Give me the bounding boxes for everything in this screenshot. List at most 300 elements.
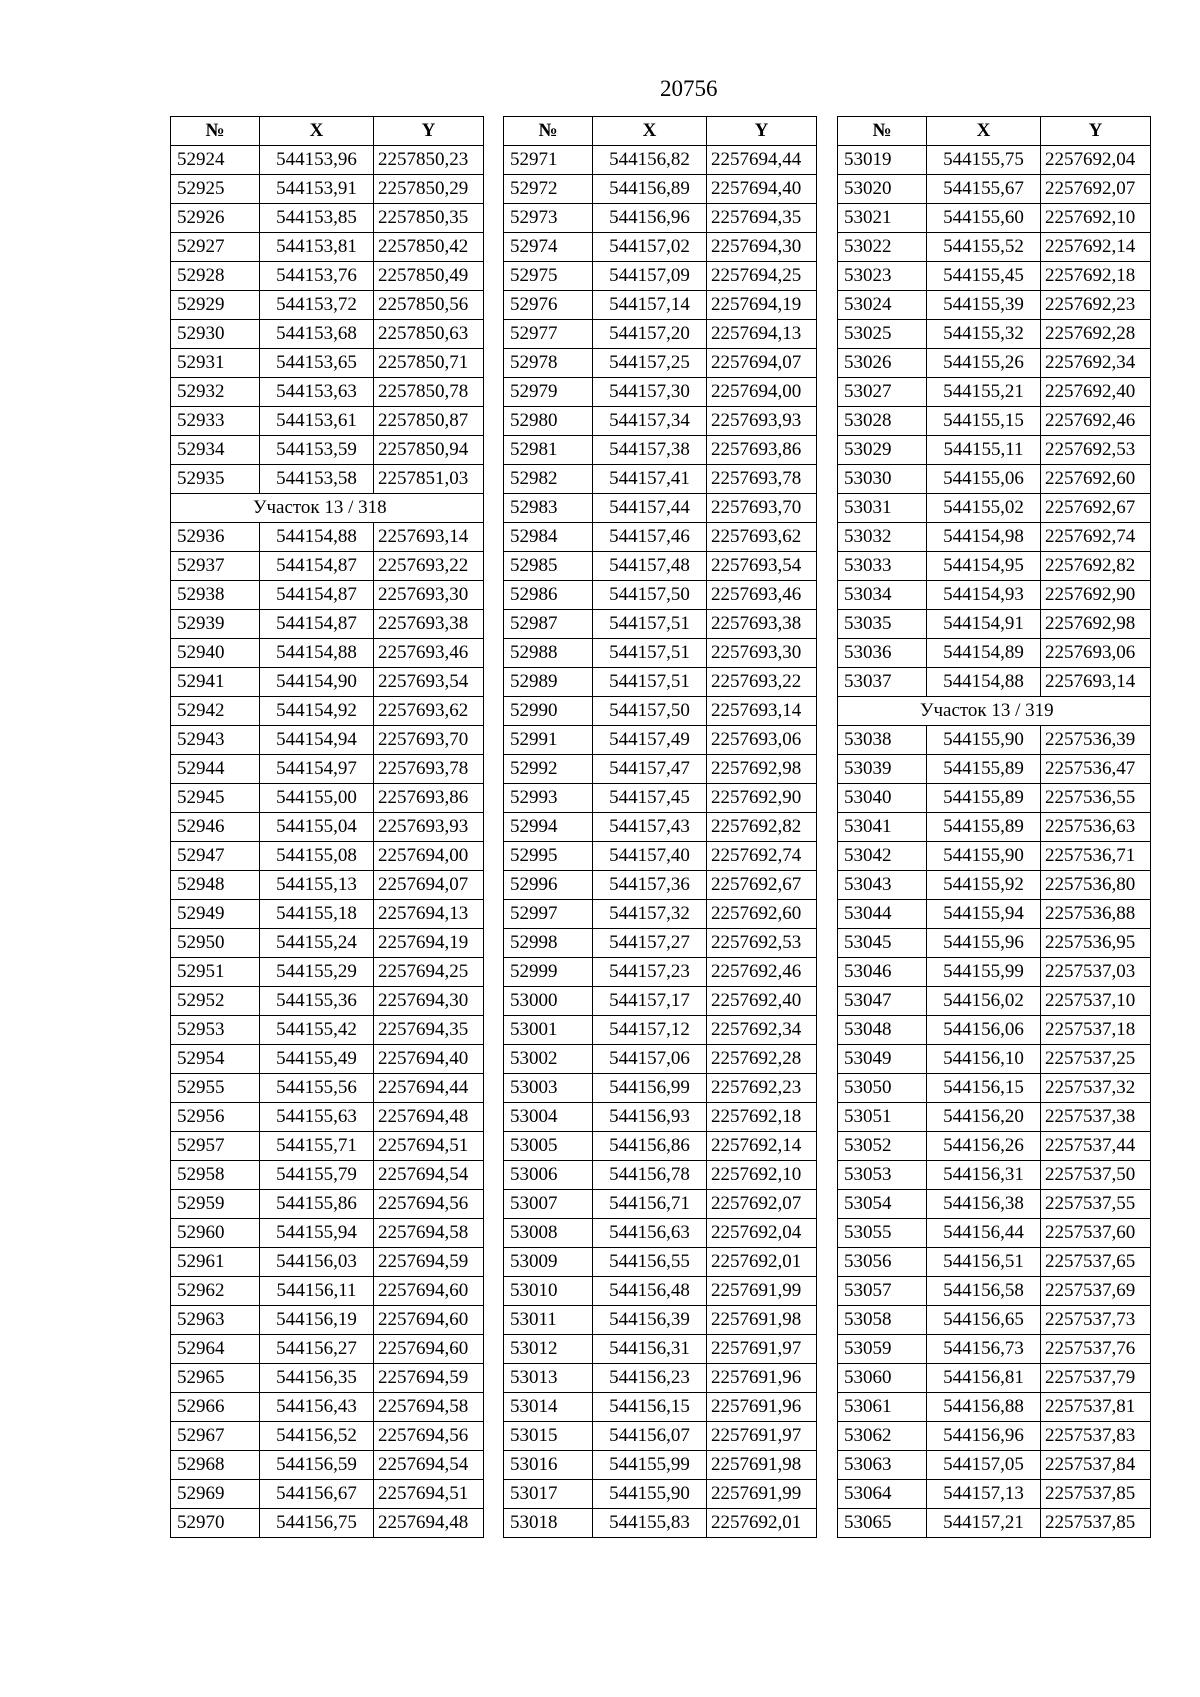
point-number-cell: 53016 xyxy=(504,1451,593,1480)
x-coordinate-cell: 544156,10 xyxy=(927,1045,1041,1074)
y-coordinate-cell: 2257537,79 xyxy=(1041,1364,1151,1393)
table-row xyxy=(171,668,484,697)
point-number-cell: 53065 xyxy=(838,1509,927,1538)
point-number-cell: 53059 xyxy=(838,1335,927,1364)
y-coordinate-cell: 2257692,01 xyxy=(707,1509,817,1538)
point-number-cell: 53031 xyxy=(838,494,927,523)
x-coordinate-cell: 544156,02 xyxy=(927,987,1041,1016)
y-coordinate-cell: 2257692,46 xyxy=(707,958,817,987)
y-coordinate-cell: 2257694,56 xyxy=(374,1422,484,1451)
y-coordinate-cell: 2257693,06 xyxy=(707,726,817,755)
point-number-cell: 53039 xyxy=(838,755,927,784)
x-coordinate-cell: 544153,72 xyxy=(260,291,374,320)
header-row xyxy=(504,117,817,146)
x-coordinate-cell: 544155,83 xyxy=(593,1509,707,1538)
y-coordinate-cell: 2257694,13 xyxy=(707,320,817,349)
table-row xyxy=(838,1422,1151,1451)
x-coordinate-cell: 544153,68 xyxy=(260,320,374,349)
point-number-cell: 53044 xyxy=(838,900,927,929)
point-number-cell: 53032 xyxy=(838,523,927,552)
x-coordinate-cell: 544157,45 xyxy=(593,784,707,813)
table-row xyxy=(838,494,1151,523)
y-coordinate-cell: 2257850,94 xyxy=(374,436,484,465)
x-coordinate-cell: 544155,89 xyxy=(927,755,1041,784)
table-row xyxy=(171,320,484,349)
table-row xyxy=(838,610,1151,639)
x-coordinate-cell: 544157,46 xyxy=(593,523,707,552)
point-number-cell: 53041 xyxy=(838,813,927,842)
table-row xyxy=(838,1161,1151,1190)
point-number-cell: 52953 xyxy=(171,1016,260,1045)
point-number-cell: 53062 xyxy=(838,1422,927,1451)
x-coordinate-cell: 544154,95 xyxy=(927,552,1041,581)
table-row xyxy=(838,581,1151,610)
point-number-cell: 52929 xyxy=(171,291,260,320)
table-row xyxy=(171,987,484,1016)
y-coordinate-cell: 2257692,40 xyxy=(1041,378,1151,407)
x-coordinate-cell: 544157,06 xyxy=(593,1045,707,1074)
y-coordinate-cell: 2257694,48 xyxy=(374,1103,484,1132)
x-coordinate-cell: 544156,20 xyxy=(927,1103,1041,1132)
table-row xyxy=(504,552,817,581)
x-coordinate-cell: 544155,71 xyxy=(260,1132,374,1161)
table-row xyxy=(838,784,1151,813)
point-number-cell: 52954 xyxy=(171,1045,260,1074)
y-coordinate-cell: 2257537,50 xyxy=(1041,1161,1151,1190)
y-coordinate-cell: 2257694,19 xyxy=(374,929,484,958)
point-number-cell: 53063 xyxy=(838,1451,927,1480)
point-number-cell: 52985 xyxy=(504,552,593,581)
section-row xyxy=(838,697,1151,726)
point-number-cell: 53013 xyxy=(504,1364,593,1393)
y-coordinate-cell: 2257693,06 xyxy=(1041,639,1151,668)
y-coordinate-cell: 2257536,80 xyxy=(1041,871,1151,900)
point-number-cell: 52927 xyxy=(171,233,260,262)
point-number-cell: 52955 xyxy=(171,1074,260,1103)
coordinates-table-3 xyxy=(837,116,1151,1538)
x-coordinate-cell: 544155,02 xyxy=(927,494,1041,523)
y-coordinate-cell: 2257693,14 xyxy=(707,697,817,726)
table-row xyxy=(504,1219,817,1248)
table-row xyxy=(171,262,484,291)
y-coordinate-cell: 2257694,00 xyxy=(707,378,817,407)
point-number-cell: 53012 xyxy=(504,1335,593,1364)
point-number-cell: 52978 xyxy=(504,349,593,378)
table-row xyxy=(838,668,1151,697)
point-number-cell: 52993 xyxy=(504,784,593,813)
y-coordinate-cell: 2257850,71 xyxy=(374,349,484,378)
x-coordinate-cell: 544157,36 xyxy=(593,871,707,900)
section-row xyxy=(171,494,484,523)
y-coordinate-cell: 2257691,96 xyxy=(707,1364,817,1393)
point-number-cell: 52968 xyxy=(171,1451,260,1480)
table-row xyxy=(838,1364,1151,1393)
point-number-cell: 52983 xyxy=(504,494,593,523)
table-row xyxy=(171,639,484,668)
x-coordinate-cell: 544155,90 xyxy=(593,1480,707,1509)
y-coordinate-cell: 2257692,53 xyxy=(1041,436,1151,465)
table-row xyxy=(838,407,1151,436)
table-row xyxy=(838,1045,1151,1074)
x-coordinate-cell: 544157,50 xyxy=(593,581,707,610)
table-row xyxy=(504,987,817,1016)
point-number-cell: 53048 xyxy=(838,1016,927,1045)
header-row xyxy=(838,117,1151,146)
point-number-cell: 52957 xyxy=(171,1132,260,1161)
y-coordinate-cell: 2257692,04 xyxy=(1041,146,1151,175)
point-number-cell: 52961 xyxy=(171,1248,260,1277)
table-row xyxy=(838,813,1151,842)
y-coordinate-cell: 2257694,44 xyxy=(707,146,817,175)
x-coordinate-cell: 544154,93 xyxy=(927,581,1041,610)
x-coordinate-cell: 544157,05 xyxy=(927,1451,1041,1480)
x-coordinate-cell: 544156,86 xyxy=(593,1132,707,1161)
point-number-cell: 53046 xyxy=(838,958,927,987)
point-number-cell: 52925 xyxy=(171,175,260,204)
point-number-cell: 53061 xyxy=(838,1393,927,1422)
x-coordinate-cell: 544155,89 xyxy=(927,784,1041,813)
x-coordinate-cell: 544155,86 xyxy=(260,1190,374,1219)
x-coordinate-cell: 544156,38 xyxy=(927,1190,1041,1219)
x-coordinate-cell: 544153,81 xyxy=(260,233,374,262)
x-coordinate-cell: 544157,20 xyxy=(593,320,707,349)
table-row xyxy=(838,146,1151,175)
table-row xyxy=(504,1335,817,1364)
y-header: Y xyxy=(1041,117,1151,146)
y-coordinate-cell: 2257536,63 xyxy=(1041,813,1151,842)
table-row xyxy=(504,320,817,349)
x-coordinate-cell: 544157,14 xyxy=(593,291,707,320)
point-number-cell: 53008 xyxy=(504,1219,593,1248)
y-coordinate-cell: 2257537,83 xyxy=(1041,1422,1151,1451)
point-number-cell: 52963 xyxy=(171,1306,260,1335)
x-coordinate-cell: 544157,27 xyxy=(593,929,707,958)
point-number-cell: 53035 xyxy=(838,610,927,639)
x-coordinate-cell: 544157,13 xyxy=(927,1480,1041,1509)
y-coordinate-cell: 2257536,39 xyxy=(1041,726,1151,755)
table-row xyxy=(504,755,817,784)
table-row xyxy=(504,1393,817,1422)
y-coordinate-cell: 2257693,62 xyxy=(374,697,484,726)
y-coordinate-cell: 2257693,46 xyxy=(374,639,484,668)
y-coordinate-cell: 2257694,51 xyxy=(374,1132,484,1161)
y-coordinate-cell: 2257537,85 xyxy=(1041,1509,1151,1538)
x-coordinate-cell: 544156,15 xyxy=(927,1074,1041,1103)
y-coordinate-cell: 2257693,78 xyxy=(374,755,484,784)
x-coordinate-cell: 544155,75 xyxy=(927,146,1041,175)
x-coordinate-cell: 544156,63 xyxy=(593,1219,707,1248)
table-row xyxy=(171,581,484,610)
table-row xyxy=(838,726,1151,755)
table-row xyxy=(504,1045,817,1074)
y-coordinate-cell: 2257692,07 xyxy=(707,1190,817,1219)
point-number-cell: 53057 xyxy=(838,1277,927,1306)
table-row xyxy=(171,1103,484,1132)
section-title: Участок 13 / 319 xyxy=(838,697,1151,726)
table-row xyxy=(838,1509,1151,1538)
table-row xyxy=(171,1190,484,1219)
y-coordinate-cell: 2257693,93 xyxy=(374,813,484,842)
y-coordinate-cell: 2257537,69 xyxy=(1041,1277,1151,1306)
y-coordinate-cell: 2257537,38 xyxy=(1041,1103,1151,1132)
point-number-cell: 52969 xyxy=(171,1480,260,1509)
x-coordinate-cell: 544156,06 xyxy=(927,1016,1041,1045)
table-row xyxy=(838,639,1151,668)
table-row xyxy=(838,175,1151,204)
table-row xyxy=(171,1277,484,1306)
table-row xyxy=(504,523,817,552)
x-coordinate-cell: 544155,45 xyxy=(927,262,1041,291)
point-number-cell: 53004 xyxy=(504,1103,593,1132)
x-coordinate-cell: 544153,76 xyxy=(260,262,374,291)
y-coordinate-cell: 2257537,60 xyxy=(1041,1219,1151,1248)
point-number-cell: 53034 xyxy=(838,581,927,610)
y-coordinate-cell: 2257693,30 xyxy=(374,581,484,610)
x-coordinate-cell: 544155,99 xyxy=(927,958,1041,987)
point-number-cell: 53014 xyxy=(504,1393,593,1422)
y-coordinate-cell: 2257694,59 xyxy=(374,1248,484,1277)
table-row xyxy=(838,523,1151,552)
y-coordinate-cell: 2257691,96 xyxy=(707,1393,817,1422)
x-coordinate-cell: 544155,99 xyxy=(593,1451,707,1480)
table-row xyxy=(504,1422,817,1451)
y-coordinate-cell: 2257537,03 xyxy=(1041,958,1151,987)
y-header: Y xyxy=(707,117,817,146)
x-coordinate-cell: 544155,06 xyxy=(927,465,1041,494)
x-coordinate-cell: 544154,88 xyxy=(260,639,374,668)
x-coordinate-cell: 544156,03 xyxy=(260,1248,374,1277)
y-coordinate-cell: 2257693,14 xyxy=(374,523,484,552)
point-number-cell: 53025 xyxy=(838,320,927,349)
table-row xyxy=(504,726,817,755)
y-coordinate-cell: 2257694,48 xyxy=(374,1509,484,1538)
y-coordinate-cell: 2257694,44 xyxy=(374,1074,484,1103)
y-coordinate-cell: 2257692,40 xyxy=(707,987,817,1016)
table-row xyxy=(504,204,817,233)
point-number-cell: 52964 xyxy=(171,1335,260,1364)
table-row xyxy=(504,378,817,407)
point-number-cell: 53052 xyxy=(838,1132,927,1161)
point-number-cell: 52974 xyxy=(504,233,593,262)
table-row xyxy=(504,1190,817,1219)
x-coordinate-cell: 544155,49 xyxy=(260,1045,374,1074)
table-row xyxy=(838,755,1151,784)
point-number-cell: 52994 xyxy=(504,813,593,842)
point-number-cell: 52986 xyxy=(504,581,593,610)
y-coordinate-cell: 2257692,28 xyxy=(1041,320,1151,349)
table-row xyxy=(504,1074,817,1103)
y-coordinate-cell: 2257694,25 xyxy=(374,958,484,987)
x-coordinate-cell: 544154,87 xyxy=(260,610,374,639)
point-number-cell: 52947 xyxy=(171,842,260,871)
point-number-cell: 53027 xyxy=(838,378,927,407)
x-header: X xyxy=(927,117,1041,146)
point-number-cell: 52935 xyxy=(171,465,260,494)
y-coordinate-cell: 2257691,98 xyxy=(707,1451,817,1480)
x-coordinate-cell: 544153,85 xyxy=(260,204,374,233)
point-number-cell: 52982 xyxy=(504,465,593,494)
table-row xyxy=(838,1103,1151,1132)
table-row xyxy=(838,349,1151,378)
point-number-cell: 53030 xyxy=(838,465,927,494)
y-coordinate-cell: 2257694,59 xyxy=(374,1364,484,1393)
x-coordinate-cell: 544156,39 xyxy=(593,1306,707,1335)
point-number-cell: 53058 xyxy=(838,1306,927,1335)
point-number-cell: 52930 xyxy=(171,320,260,349)
section-title: Участок 13 / 318 xyxy=(171,494,484,523)
y-coordinate-cell: 2257850,49 xyxy=(374,262,484,291)
y-coordinate-cell: 2257692,34 xyxy=(707,1016,817,1045)
x-coordinate-cell: 544157,23 xyxy=(593,958,707,987)
y-coordinate-cell: 2257536,95 xyxy=(1041,929,1151,958)
table-row xyxy=(504,465,817,494)
x-coordinate-cell: 544157,40 xyxy=(593,842,707,871)
point-number-cell: 53047 xyxy=(838,987,927,1016)
coordinates-table-2 xyxy=(503,116,817,1538)
table-row xyxy=(504,1016,817,1045)
y-coordinate-cell: 2257693,70 xyxy=(374,726,484,755)
y-coordinate-cell: 2257537,10 xyxy=(1041,987,1151,1016)
y-coordinate-cell: 2257694,19 xyxy=(707,291,817,320)
point-number-cell: 53045 xyxy=(838,929,927,958)
x-coordinate-cell: 544156,96 xyxy=(593,204,707,233)
y-coordinate-cell: 2257691,99 xyxy=(707,1277,817,1306)
y-coordinate-cell: 2257537,18 xyxy=(1041,1016,1151,1045)
point-number-cell: 52987 xyxy=(504,610,593,639)
x-coordinate-cell: 544155,90 xyxy=(927,842,1041,871)
y-coordinate-cell: 2257694,35 xyxy=(707,204,817,233)
y-coordinate-cell: 2257692,90 xyxy=(707,784,817,813)
x-coordinate-cell: 544155,32 xyxy=(927,320,1041,349)
table-row xyxy=(838,465,1151,494)
y-coordinate-cell: 2257692,10 xyxy=(1041,204,1151,233)
table-row xyxy=(171,204,484,233)
point-number-cell: 53053 xyxy=(838,1161,927,1190)
point-number-cell: 52975 xyxy=(504,262,593,291)
y-coordinate-cell: 2257537,84 xyxy=(1041,1451,1151,1480)
x-coordinate-cell: 544156,82 xyxy=(593,146,707,175)
point-number-cell: 52937 xyxy=(171,552,260,581)
table-row xyxy=(171,407,484,436)
x-coordinate-cell: 544154,88 xyxy=(260,523,374,552)
y-coordinate-cell: 2257693,78 xyxy=(707,465,817,494)
x-coordinate-cell: 544155,04 xyxy=(260,813,374,842)
table-row xyxy=(504,813,817,842)
table-row xyxy=(838,1335,1151,1364)
point-number-cell: 52926 xyxy=(171,204,260,233)
y-coordinate-cell: 2257693,93 xyxy=(707,407,817,436)
x-coordinate-cell: 544154,97 xyxy=(260,755,374,784)
table-row xyxy=(171,929,484,958)
point-number-cell: 52979 xyxy=(504,378,593,407)
table-row xyxy=(504,1132,817,1161)
table-row xyxy=(838,1277,1151,1306)
y-coordinate-cell: 2257694,60 xyxy=(374,1306,484,1335)
point-number-cell: 53015 xyxy=(504,1422,593,1451)
point-number-cell: 53006 xyxy=(504,1161,593,1190)
table-row xyxy=(504,494,817,523)
point-number-cell: 52984 xyxy=(504,523,593,552)
y-coordinate-cell: 2257692,82 xyxy=(1041,552,1151,581)
page-number xyxy=(0,72,1200,106)
x-coordinate-cell: 544155,18 xyxy=(260,900,374,929)
table-row xyxy=(171,552,484,581)
table-row xyxy=(171,1219,484,1248)
table-row xyxy=(838,204,1151,233)
table-row xyxy=(838,900,1151,929)
x-coordinate-cell: 544154,94 xyxy=(260,726,374,755)
point-number-cell: 52972 xyxy=(504,175,593,204)
y-coordinate-cell: 2257693,70 xyxy=(707,494,817,523)
point-number-cell: 53017 xyxy=(504,1480,593,1509)
y-coordinate-cell: 2257692,14 xyxy=(707,1132,817,1161)
table-row xyxy=(504,784,817,813)
x-coordinate-cell: 544157,48 xyxy=(593,552,707,581)
x-coordinate-cell: 544156,44 xyxy=(927,1219,1041,1248)
point-number-cell: 53043 xyxy=(838,871,927,900)
point-number-cell: 53049 xyxy=(838,1045,927,1074)
table-row xyxy=(171,610,484,639)
y-coordinate-cell: 2257694,56 xyxy=(374,1190,484,1219)
table-row xyxy=(504,1480,817,1509)
x-coordinate-cell: 544156,73 xyxy=(927,1335,1041,1364)
number-header: № xyxy=(504,117,593,146)
x-coordinate-cell: 544156,26 xyxy=(927,1132,1041,1161)
point-number-cell: 52971 xyxy=(504,146,593,175)
x-coordinate-cell: 544156,75 xyxy=(260,1509,374,1538)
x-coordinate-cell: 544156,78 xyxy=(593,1161,707,1190)
y-coordinate-cell: 2257692,01 xyxy=(707,1248,817,1277)
x-coordinate-cell: 544155,21 xyxy=(927,378,1041,407)
table-row xyxy=(504,842,817,871)
table-row xyxy=(171,1161,484,1190)
x-header: X xyxy=(593,117,707,146)
point-number-cell: 52938 xyxy=(171,581,260,610)
point-number-cell: 53050 xyxy=(838,1074,927,1103)
point-number-cell: 52996 xyxy=(504,871,593,900)
x-coordinate-cell: 544154,90 xyxy=(260,668,374,697)
y-coordinate-cell: 2257850,35 xyxy=(374,204,484,233)
y-coordinate-cell: 2257537,65 xyxy=(1041,1248,1151,1277)
x-coordinate-cell: 544155,29 xyxy=(260,958,374,987)
header-row xyxy=(171,117,484,146)
y-coordinate-cell: 2257694,54 xyxy=(374,1451,484,1480)
table-row xyxy=(838,1393,1151,1422)
table-row xyxy=(171,436,484,465)
table-row xyxy=(171,291,484,320)
point-number-cell: 52970 xyxy=(171,1509,260,1538)
x-coordinate-cell: 544154,91 xyxy=(927,610,1041,639)
x-coordinate-cell: 544157,41 xyxy=(593,465,707,494)
table-row xyxy=(838,1306,1151,1335)
x-coordinate-cell: 544157,51 xyxy=(593,668,707,697)
y-coordinate-cell: 2257537,81 xyxy=(1041,1393,1151,1422)
coordinates-table-1 xyxy=(170,116,484,1538)
number-header: № xyxy=(171,117,260,146)
point-number-cell: 52943 xyxy=(171,726,260,755)
point-number-cell: 52956 xyxy=(171,1103,260,1132)
y-coordinate-cell: 2257536,71 xyxy=(1041,842,1151,871)
table-row xyxy=(171,1248,484,1277)
point-number-cell: 52932 xyxy=(171,378,260,407)
y-coordinate-cell: 2257694,40 xyxy=(707,175,817,204)
table-row xyxy=(171,1451,484,1480)
table-row xyxy=(171,349,484,378)
x-coordinate-cell: 544156,58 xyxy=(927,1277,1041,1306)
y-coordinate-cell: 2257850,63 xyxy=(374,320,484,349)
y-coordinate-cell: 2257692,67 xyxy=(707,871,817,900)
point-number-cell: 52980 xyxy=(504,407,593,436)
